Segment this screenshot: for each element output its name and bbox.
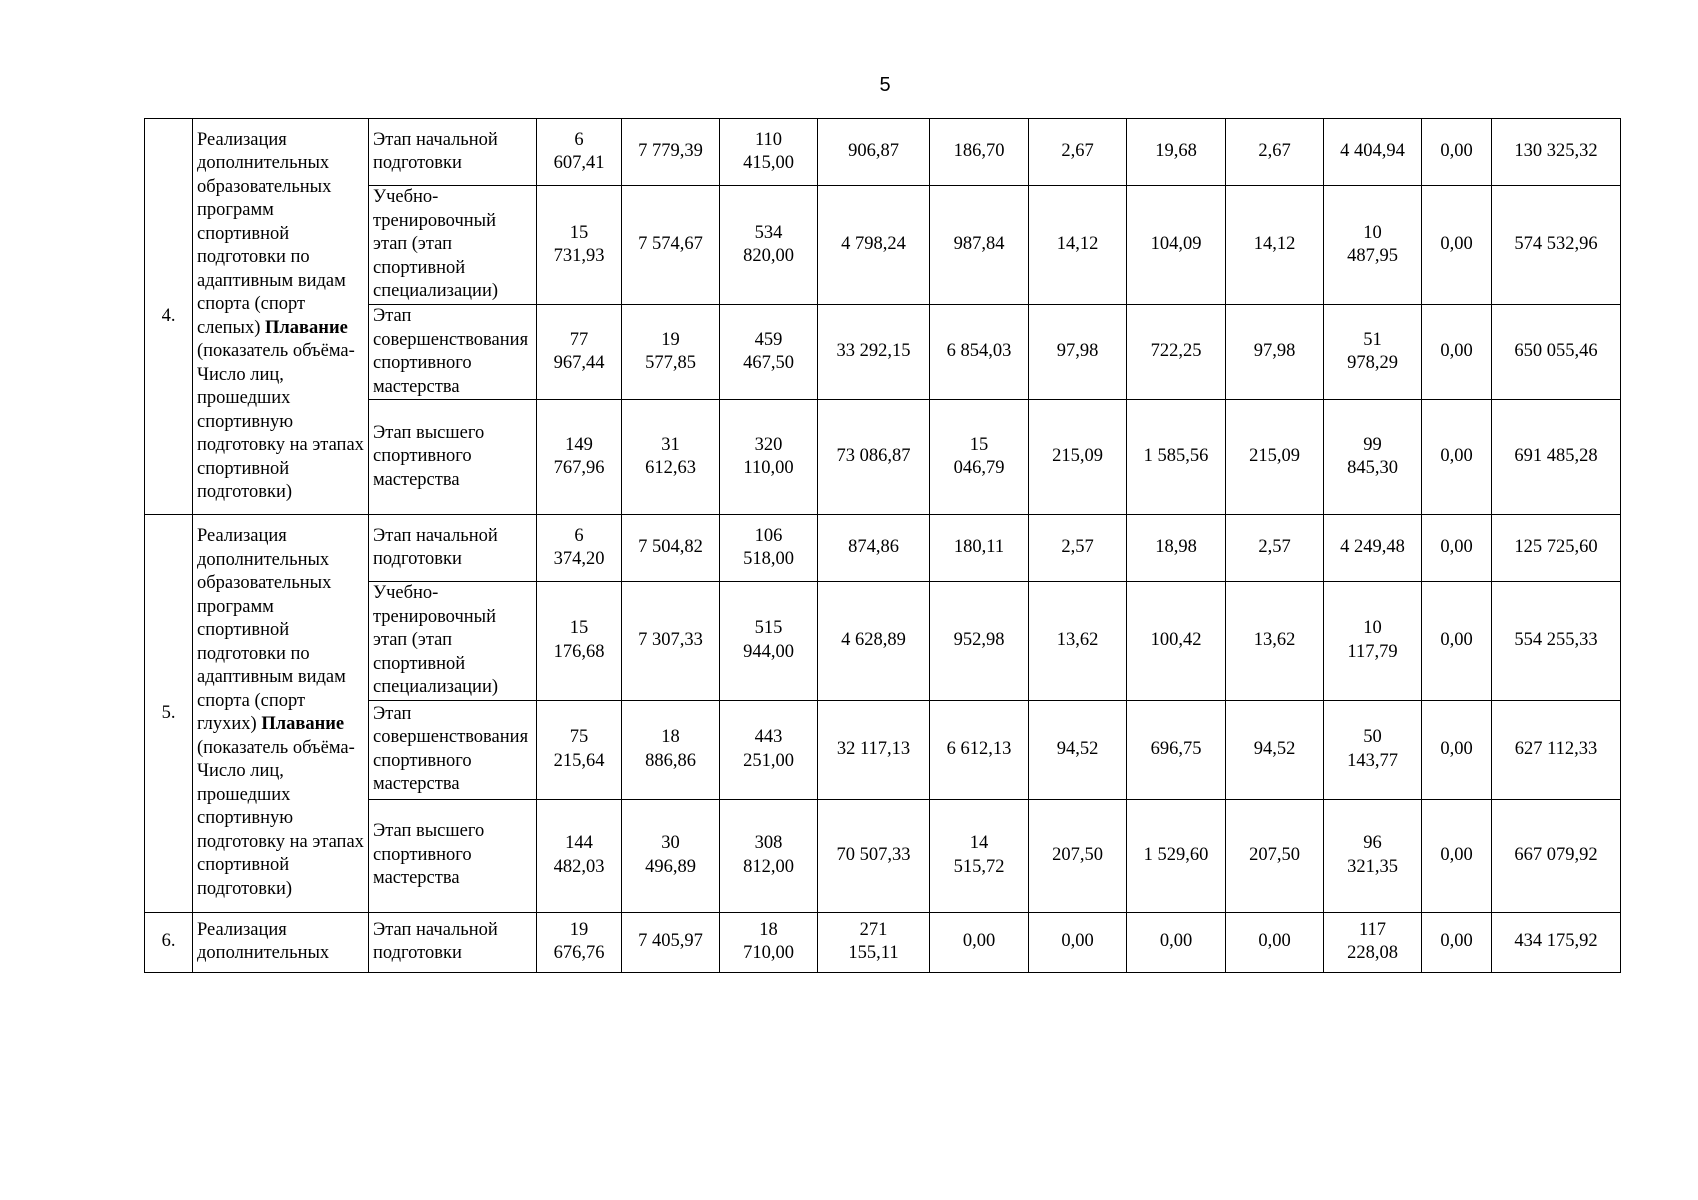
value-cell-3: 110 415,00 [720,119,818,186]
table-row [145,515,1621,582]
data-table [144,118,1621,973]
value-cell-4: 906,87 [818,119,930,186]
value-cell-8: 13,62 [1226,582,1324,701]
value-cell-4: 874,86 [818,515,930,582]
value-cell-11: 627 112,33 [1492,700,1621,799]
value-cell-3: 534 820,00 [720,186,818,305]
value-cell-8: 97,98 [1226,305,1324,400]
value-cell-6: 2,67 [1029,119,1127,186]
service-name-text: Реализация дополнительных образовательных программ спортивной подготовки по адаптивным видам спорта (спорт глухих) [197,526,346,735]
value-cell-8: 2,57 [1226,515,1324,582]
value-cell-2: 7 307,33 [622,582,720,701]
value-cell-9: 4 249,48 [1324,515,1422,582]
value-cell-7: 19,68 [1127,119,1226,186]
stage-name: Учебно-тренировочный этап (этап спортивной специализации) [369,186,537,305]
value-cell-3: 308 812,00 [720,799,818,912]
value-cell-1: 75 215,64 [537,700,622,799]
stage-name: Этап высшего спортивного мастерства [369,799,537,912]
value-cell-7: 1 585,56 [1127,400,1226,515]
service-name [193,119,369,515]
value-cell-9: 50 143,77 [1324,700,1422,799]
value-cell-1: 15 731,93 [537,186,622,305]
value-cell-9: 10 117,79 [1324,582,1422,701]
value-cell-5: 15 046,79 [930,400,1029,515]
value-cell-3: 459 467,50 [720,305,818,400]
value-cell-4: 271 155,11 [818,912,930,972]
value-cell-10: 0,00 [1422,700,1492,799]
volume-indicator-text: (показатель объёма-Число лиц, прошедших спортивную подготовку на этапах спортивной подготовки) [197,737,364,899]
stage-name: Этап начальной подготовки [369,515,537,582]
value-cell-9: 10 487,95 [1324,186,1422,305]
value-cell-11: 125 725,60 [1492,515,1621,582]
value-cell-9: 96 321,35 [1324,799,1422,912]
value-cell-8: 215,09 [1226,400,1324,515]
value-cell-4: 32 117,13 [818,700,930,799]
stage-name: Этап совершенствования спортивного мастерства [369,305,537,400]
value-cell-4: 70 507,33 [818,799,930,912]
value-cell-11: 554 255,33 [1492,582,1621,701]
value-cell-6: 13,62 [1029,582,1127,701]
value-cell-5: 180,11 [930,515,1029,582]
value-cell-7: 696,75 [1127,700,1226,799]
value-cell-6: 97,98 [1029,305,1127,400]
stage-name: Этап высшего спортивного мастерства [369,400,537,515]
value-cell-1: 149 767,96 [537,400,622,515]
value-cell-11: 691 485,28 [1492,400,1621,515]
value-cell-10: 0,00 [1422,400,1492,515]
volume-indicator-text: (показатель объёма-Число лиц, прошедших спортивную подготовку на этапах спортивной подготовки) [197,341,364,502]
value-cell-7: 104,09 [1127,186,1226,305]
service-name-text: Реализация дополнительных образовательных программ спортивной подготовки по адаптивным видам спорта (спорт слепых) [197,129,346,338]
value-cell-11: 434 175,92 [1492,912,1621,972]
value-cell-11: 667 079,92 [1492,799,1621,912]
value-cell-11: 130 325,32 [1492,119,1621,186]
value-cell-7: 100,42 [1127,582,1226,701]
value-cell-7: 0,00 [1127,912,1226,972]
value-cell-6: 2,57 [1029,515,1127,582]
value-cell-8: 207,50 [1226,799,1324,912]
value-cell-5: 6 612,13 [930,700,1029,799]
row-number: 5. [145,515,193,913]
value-cell-3: 320 110,00 [720,400,818,515]
value-cell-4: 73 086,87 [818,400,930,515]
value-cell-1: 19 676,76 [537,912,622,972]
value-cell-8: 94,52 [1226,700,1324,799]
value-cell-10: 0,00 [1422,305,1492,400]
service-name [193,515,369,913]
row-number: 4. [145,119,193,515]
value-cell-3: 515 944,00 [720,582,818,701]
value-cell-5: 987,84 [930,186,1029,305]
value-cell-7: 722,25 [1127,305,1226,400]
sport-name: Плавание [265,317,348,338]
value-cell-10: 0,00 [1422,912,1492,972]
table-row [145,912,1621,972]
value-cell-9: 99 845,30 [1324,400,1422,515]
value-cell-6: 207,50 [1029,799,1127,912]
value-cell-2: 19 577,85 [622,305,720,400]
value-cell-6: 215,09 [1029,400,1127,515]
value-cell-8: 14,12 [1226,186,1324,305]
sport-name: Плавание [261,714,345,735]
value-cell-6: 0,00 [1029,912,1127,972]
service-name-text: Реализация дополнительных [197,919,330,963]
stage-name: Этап совершенствования спортивного мастерства [369,700,537,799]
value-cell-1: 144 482,03 [537,799,622,912]
service-name [193,912,369,972]
value-cell-2: 7 779,39 [622,119,720,186]
value-cell-2: 30 496,89 [622,799,720,912]
value-cell-11: 650 055,46 [1492,305,1621,400]
table-row [145,119,1621,186]
value-cell-7: 1 529,60 [1127,799,1226,912]
stage-name: Этап начальной подготовки [369,119,537,186]
value-cell-9: 51 978,29 [1324,305,1422,400]
value-cell-11: 574 532,96 [1492,186,1621,305]
value-cell-5: 952,98 [930,582,1029,701]
value-cell-3: 18 710,00 [720,912,818,972]
value-cell-5: 14 515,72 [930,799,1029,912]
page-number: 5 [879,74,891,96]
value-cell-6: 94,52 [1029,700,1127,799]
value-cell-10: 0,00 [1422,186,1492,305]
value-cell-10: 0,00 [1422,582,1492,701]
value-cell-4: 33 292,15 [818,305,930,400]
value-cell-2: 7 405,97 [622,912,720,972]
stage-name: Этап начальной подготовки [369,912,537,972]
value-cell-2: 31 612,63 [622,400,720,515]
value-cell-5: 186,70 [930,119,1029,186]
value-cell-9: 4 404,94 [1324,119,1422,186]
row-number: 6. [145,912,193,972]
value-cell-1: 6 607,41 [537,119,622,186]
stage-name: Учебно-тренировочный этап (этап спортивной специализации) [369,582,537,701]
value-cell-5: 0,00 [930,912,1029,972]
value-cell-2: 7 574,67 [622,186,720,305]
value-cell-7: 18,98 [1127,515,1226,582]
value-cell-6: 14,12 [1029,186,1127,305]
value-cell-10: 0,00 [1422,119,1492,186]
value-cell-9: 117 228,08 [1324,912,1422,972]
value-cell-4: 4 628,89 [818,582,930,701]
value-cell-2: 18 886,86 [622,700,720,799]
value-cell-10: 0,00 [1422,799,1492,912]
value-cell-2: 7 504,82 [622,515,720,582]
value-cell-10: 0,00 [1422,515,1492,582]
value-cell-3: 106 518,00 [720,515,818,582]
value-cell-3: 443 251,00 [720,700,818,799]
value-cell-4: 4 798,24 [818,186,930,305]
value-cell-5: 6 854,03 [930,305,1029,400]
value-cell-8: 2,67 [1226,119,1324,186]
value-cell-8: 0,00 [1226,912,1324,972]
value-cell-1: 77 967,44 [537,305,622,400]
value-cell-1: 6 374,20 [537,515,622,582]
value-cell-1: 15 176,68 [537,582,622,701]
